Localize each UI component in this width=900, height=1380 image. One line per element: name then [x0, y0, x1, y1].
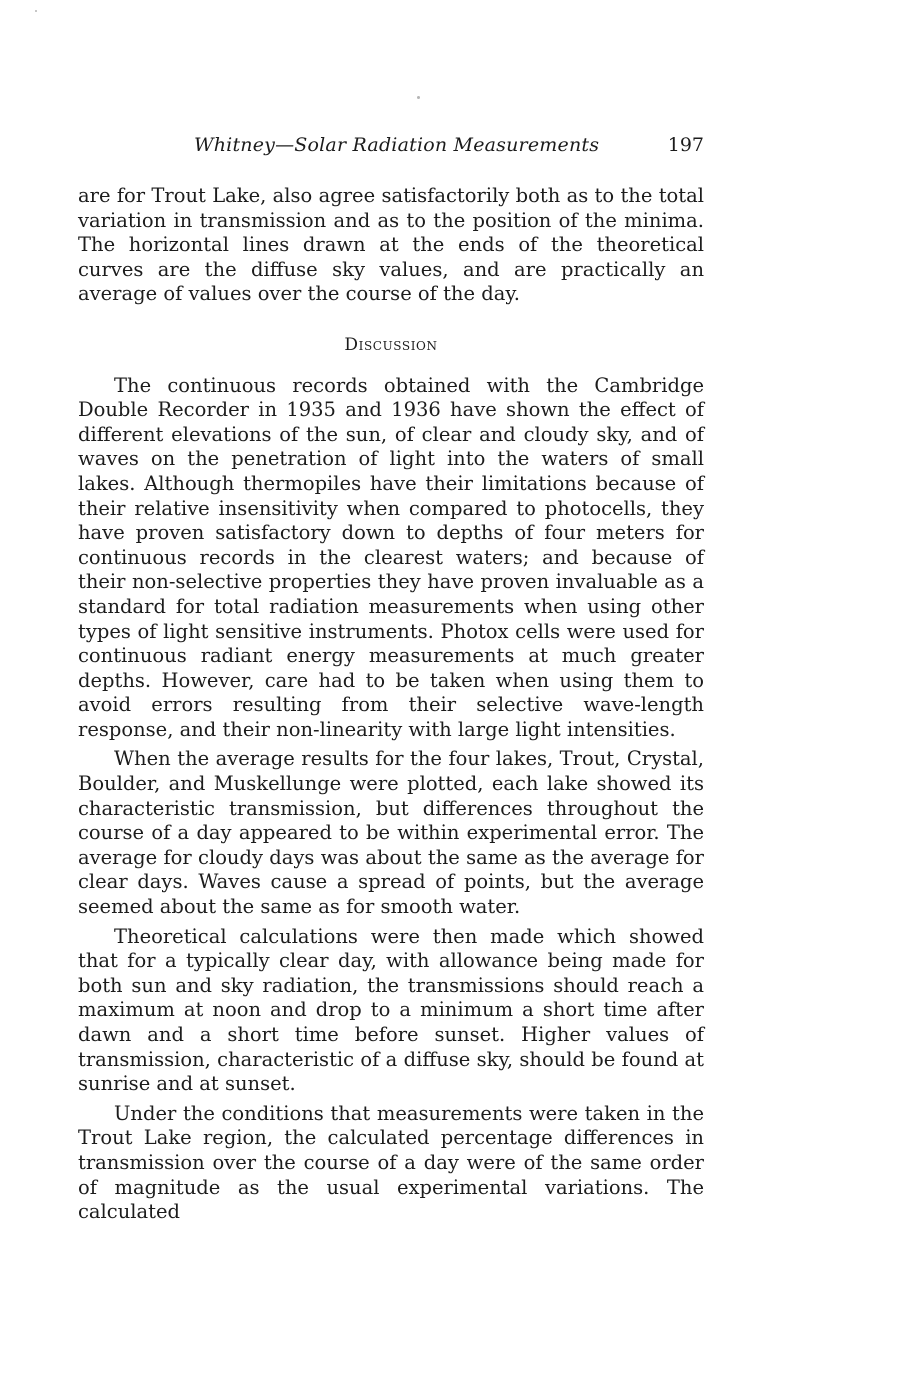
print-speck — [417, 96, 420, 99]
intro-paragraph: are for Trout Lake, also agree satisfactorily both as to the total variation in transmission and as to the position of the minima. The horizontal lines drawn at the ends of the theoretical curves are the diffuse sky values, and are practically an average of values over the course of the day. — [78, 184, 704, 306]
page-number: 197 — [667, 134, 704, 156]
section-heading: Discussion — [344, 334, 438, 355]
paragraph: Under the conditions that measurements were taken in the Trout Lake region, the calculated percentage differences in transmission over the course of a day were of the same order of magnitude as the usual experimental variations. The calculated — [78, 1101, 704, 1224]
paragraph: Theoretical calculations were then made which showed that for a typically clear day, with allowance being made for both sun and sky radiation, the transmissions should reach a maximum at noon and drop to a minimum a short time after dawn and a short time before sunset. Higher values of transmission, characteristic of a diffuse sky, should be found at sunrise and at sunset. — [78, 924, 704, 1096]
body-text — [78, 184, 704, 1230]
running-head — [78, 134, 704, 164]
paragraph: When the average results for the four lakes, Trout, Crystal, Boulder, and Muskellunge were plotted, each lake showed its characteristic transmission, but differences throughout the course of a day appeared to be within experimental error. The average for cloudy days was about the same as the average for clear days. Waves cause a spread of points, but the average seemed about the same as for smooth water. — [78, 747, 704, 919]
print-speck — [35, 10, 37, 12]
paragraph: The continuous records obtained with the Cambridge Double Recorder in 1935 and 1936 have shown the effect of different elevations of the sun, of clear and cloudy sky, and of waves on the penetration of light into the waters of small lakes. Although thermopiles have their limitations because of their relative insensitivity when compared to photocells, they have proven satisfactory down to depths of four meters for continuous records in the clearest waters; and because of their non-selective properties they have proven invaluable as a standard for total radiation measurements when using other types of light sensitive instruments. Photox cells were used for continuous radiant energy measurements at much greater depths. However, care had to be taken when using them to avoid errors resulting from their selective wave-length response, and their non-linearity with large light intensities. — [78, 373, 704, 741]
running-title: Whitney—Solar Radiation Measurements — [194, 134, 600, 156]
